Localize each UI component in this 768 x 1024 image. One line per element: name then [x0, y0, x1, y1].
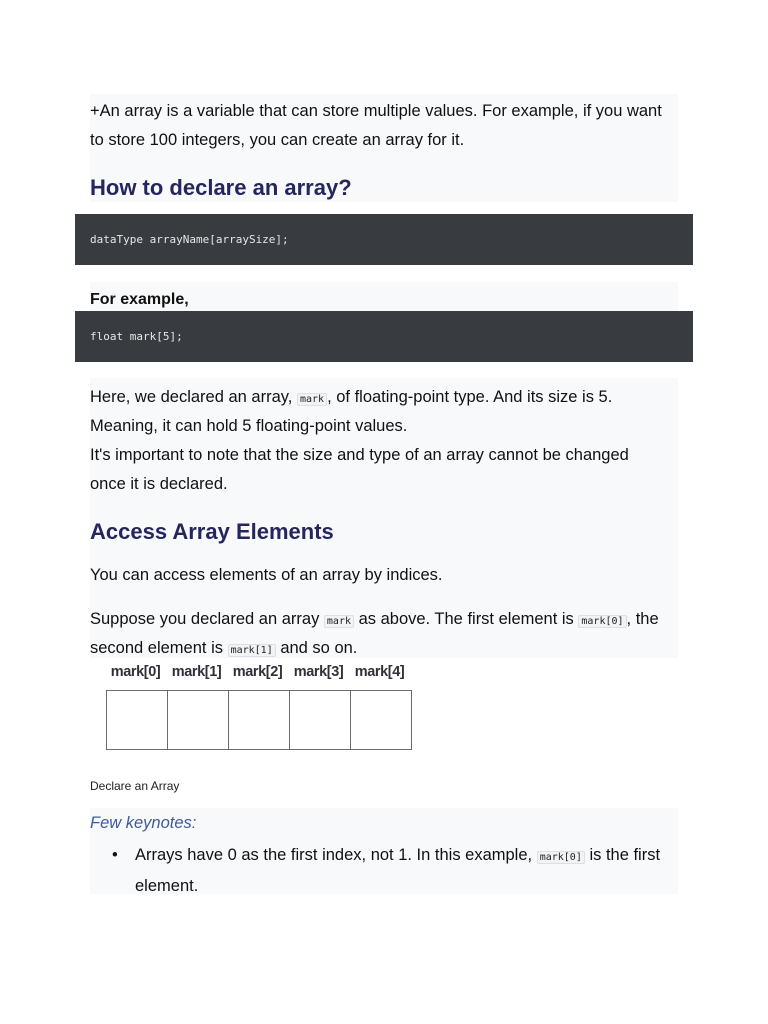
explanation-line-2: Meaning, it can hold 5 floating-point values. [90, 417, 408, 435]
syntax-code-block [75, 214, 693, 265]
syntax-code: dataType arrayName[arraySize]; [90, 233, 289, 246]
array-cell [290, 691, 351, 749]
intro-line-2: to store 100 integers, you can create an array for it. [90, 131, 465, 149]
inline-code-mark-2: mark [324, 615, 354, 628]
array-cells [106, 690, 412, 750]
array-index-labels [105, 664, 410, 680]
explanation-text-1: Here, we declared an array, [90, 388, 297, 406]
array-figure [105, 664, 411, 752]
array-label-4: mark[4] [354, 664, 405, 680]
suppose-text-5: and so on. [275, 639, 358, 657]
suppose-text-4: second element is [90, 639, 228, 657]
array-cell [351, 691, 411, 749]
array-cell [229, 691, 290, 749]
inline-code-mark: mark [297, 393, 327, 406]
list-item [90, 841, 680, 901]
suppose-text-1: Suppose you declared an array [90, 610, 324, 628]
keynotes-list [90, 841, 680, 901]
suppose-line-1 [90, 605, 680, 636]
example-code: float mark[5]; [90, 330, 183, 343]
inline-code-mark1: mark[1] [228, 644, 276, 657]
example-label: For example, [90, 291, 189, 308]
suppose-line-2 [90, 634, 680, 665]
explanation-line-1 [90, 383, 680, 414]
suppose-text-2: as above. The first element is [354, 610, 579, 628]
declare-heading: How to declare an array? [90, 175, 352, 200]
explanation-line-3: It's important to note that the size and type of an array cannot be changed [90, 446, 629, 464]
keynote-text-1: Arrays have 0 as the first index, not 1. In this example, [135, 846, 537, 864]
keynotes-title: Few keynotes: [90, 814, 197, 832]
example-code-block [75, 311, 693, 362]
explanation-line-4: once it is declared. [90, 475, 228, 493]
keynote-text-2: is the first element. [135, 846, 661, 895]
suppose-text-3: , the [626, 610, 659, 628]
array-cell [107, 691, 168, 749]
array-label-3: mark[3] [293, 664, 344, 680]
inline-code-mark0-keynote: mark[0] [537, 851, 585, 864]
access-heading: Access Array Elements [90, 519, 334, 544]
intro-line-1: +An array is a variable that can store multiple values. For example, if you want [90, 102, 662, 120]
array-label-0: mark[0] [110, 664, 161, 680]
explanation-text-2: , of floating-point type. And its size is 5. [327, 388, 613, 406]
array-label-2: mark[2] [232, 664, 283, 680]
access-intro: You can access elements of an array by indices. [90, 566, 443, 584]
inline-code-mark0: mark[0] [578, 615, 626, 628]
array-label-1: mark[1] [171, 664, 222, 680]
bullet-icon: • [112, 846, 118, 864]
array-cell [168, 691, 229, 749]
figure-caption: Declare an Array [90, 779, 180, 793]
